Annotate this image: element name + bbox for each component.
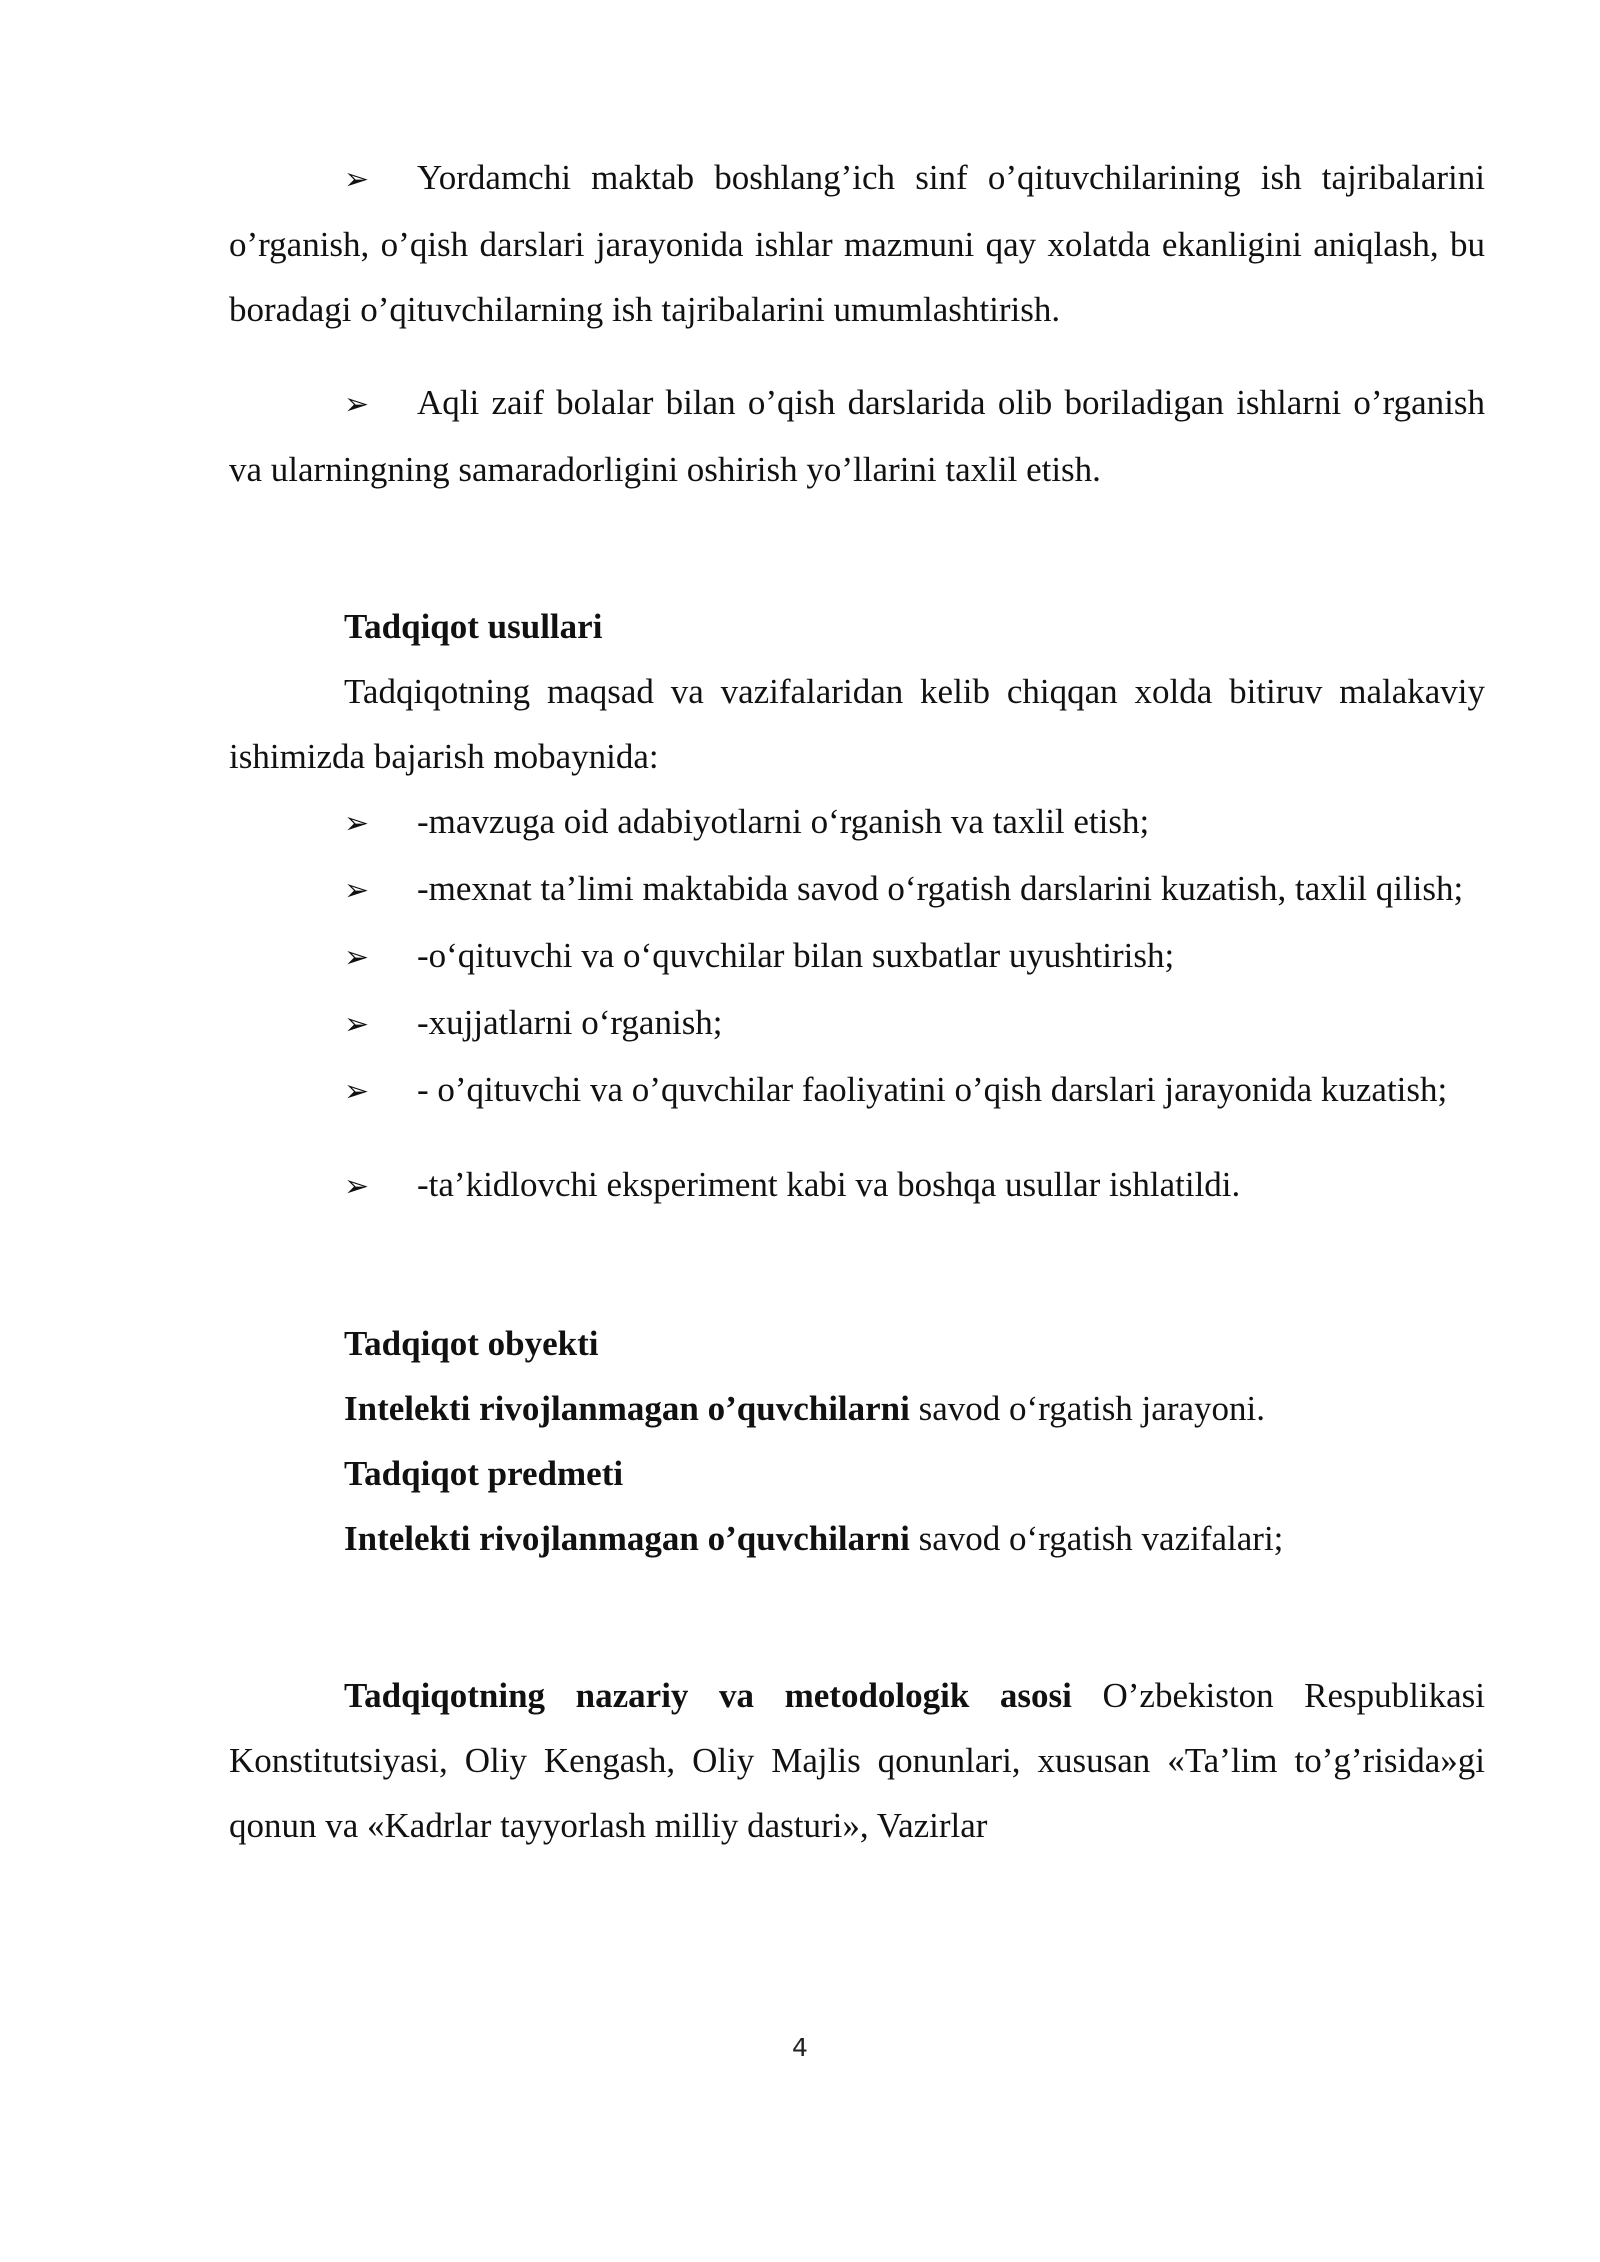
method-item <box>229 789 1485 856</box>
method-item-text: -ta’kidlovchi eksperiment kabi va boshqa usullar ishlatildi. <box>417 1165 1241 1204</box>
intro-bullet-text: Yordamchi maktab boshlang’ich sinf o’qituvchilarining ish tajribalarini o’rganish, o’qish darslari jarayonida ishlar mazmuni qay xolatda ekanligini aniqlash, bu boradagi o’qituvchilarning ish tajribalarini umumlashtirish. <box>229 158 1485 329</box>
arrow-bullet-icon: ➢ <box>344 1007 370 1042</box>
arrow-bullet-icon: ➢ <box>344 873 370 908</box>
method-item <box>229 1152 1485 1219</box>
subject-bold-phrase: Intelekti rivojlanmagan o’quvchilarni <box>344 1519 910 1558</box>
arrow-bullet-icon: ➢ <box>344 387 370 422</box>
method-item <box>229 923 1485 990</box>
page-number: 4 <box>792 2033 808 2062</box>
method-item <box>229 1057 1485 1124</box>
method-item <box>229 856 1485 923</box>
basis-paragraph <box>229 1663 1485 1858</box>
arrow-bullet-icon: ➢ <box>344 162 370 197</box>
method-item <box>229 990 1485 1057</box>
method-item-text: - o’qituvchi va o’quvchilar faoliyatini o’qish darslari jarayonida kuzatish; <box>417 1070 1448 1109</box>
basis-rest: O’zbekiston Respublikasi Konstitutsiyasi, Oliy Kengash, Oliy Majlis qonunlari, xususan «Ta’lim to’g’risida»gi qonun va «Kadrlar tayyorlash milliy dasturi», Vazirlar <box>229 1676 1485 1845</box>
basis-bold-phrase: Tadqiqotning nazariy va metodologik asosi <box>344 1676 1072 1715</box>
intro-bullet-1 <box>229 145 1485 342</box>
object-text <box>229 1376 1485 1441</box>
object-heading: Tadqiqot obyekti <box>344 1324 599 1363</box>
method-item-text: -mavzuga oid adabiyotlarni o‘rganish va taxlil etish; <box>417 802 1150 841</box>
intro-bullet-2 <box>229 370 1485 502</box>
arrow-bullet-icon: ➢ <box>344 1169 370 1204</box>
page-content <box>229 145 1485 1858</box>
object-rest: savod o‘rgatish jarayoni. <box>909 1389 1265 1428</box>
subject-rest: savod o‘rgatish vazifalari; <box>909 1519 1284 1558</box>
methods-intro: Tadqiqotning maqsad va vazifalaridan kelib chiqqan xolda bitiruv malakaviy ishimizda bajarish mobaynida: <box>229 672 1485 776</box>
intro-bullet-text: Aqli zaif bolalar bilan o’qish darslarida olib boriladigan ishlarni o’rganish va ularningning samaradorligini oshirish yo’llarini taxlil etish. <box>229 383 1485 489</box>
arrow-bullet-icon: ➢ <box>344 1074 370 1109</box>
method-item-text: -xujjatlarni o‘rganish; <box>417 1003 723 1042</box>
arrow-bullet-icon: ➢ <box>344 940 370 975</box>
methods-heading: Tadqiqot usullari <box>344 607 603 646</box>
object-bold-phrase: Intelekti rivojlanmagan o’quvchilarni <box>344 1389 910 1428</box>
method-item-text: -mexnat ta’limi maktabida savod o‘rgatish darslarini kuzatish, taxlil qilish; <box>417 869 1464 908</box>
method-item-text: -o‘qituvchi va o‘quvchilar bilan suxbatlar uyushtirish; <box>417 936 1175 975</box>
subject-heading: Tadqiqot predmeti <box>344 1454 624 1493</box>
subject-text <box>229 1506 1485 1571</box>
arrow-bullet-icon: ➢ <box>344 806 370 841</box>
